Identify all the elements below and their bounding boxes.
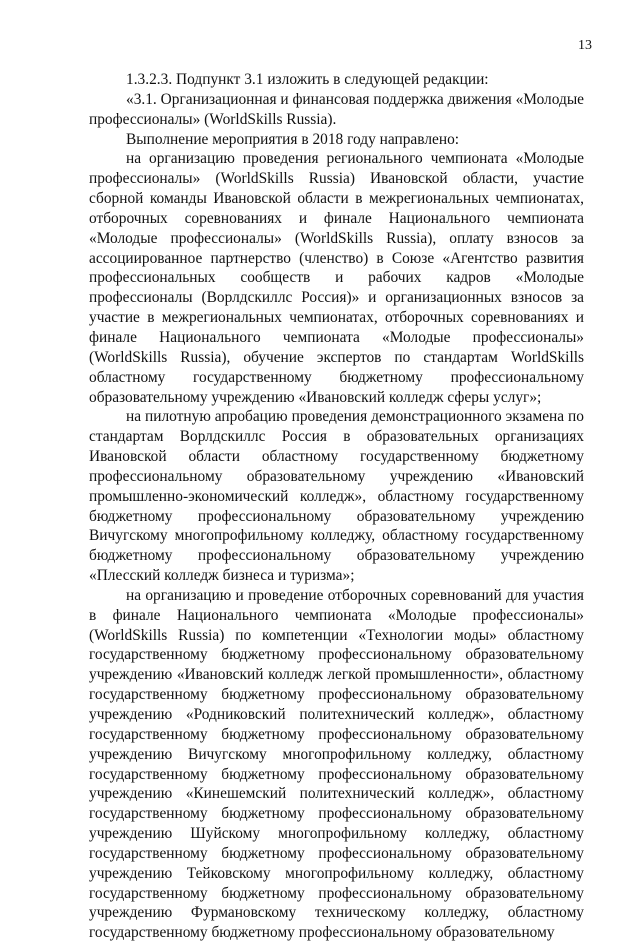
document-body: [89, 70, 584, 943]
page-number: 13: [578, 38, 592, 53]
paragraph-intro: Выполнение мероприятия в 2018 году направлено:: [126, 130, 460, 148]
paragraph-qualifying-competitions: на организацию и проведение отборочных соревнований для участия в финале Национального чемпионата «Молодые профессионалы» (WorldSkills Russia) по компетенции «Технологии моды» областному государственному бюджетному профессиональному образовательному учреждению «Ивановский колледж легкой промышленности», областному государственному бюджетному профессиональному образовательному учреждению «Родниковский политехнический колледж», областному государственному бюджетному профессиональному образовательному учреждению Вичугскому многопрофильному колледжу, областному государственному бюджетному профессиональному образовательному учреждению «Кинешемский политехнический колледж», областному государственному бюджетному профессиональному образовательному учреждению Шуйскому многопрофильному колледжу, областному государственному бюджетному профессиональному образовательному учреждению Тейковскому многопрофильному колледжу, областному государственному бюджетному профессиональному образовательному учреждению Фурмановскому техническому колледжу, областному государственному бюджетному профессиональному образовательному: [89, 586, 584, 942]
paragraph-regional-championship: на организацию проведения регионального чемпионата «Молодые профессионалы» (WorldSkills Russia) Ивановской области, участие сборной команды Ивановской области в межрегиональных чемпионатах, отборочных соревнованиях и финале Национального чемпионата «Молодые профессионалы» (WorldSkills Russia), оплату взносов за ассоциированное партнерство (членство) в Союзе «Агентство развития профессиональных сообществ и рабочих кадров «Молодые профессионалы (Ворлдскиллс Россия)» и организационных взносов за участие в межрегиональных чемпионатах, отборочных соревнованиях и финале Национального чемпионата «Молодые профессионалы» (WorldSkills Russia), обучение экспертов по стандартам WorldSkills областному государственному бюджетному профессиональному образовательному учреждению «Ивановский колледж сферы услуг»;: [89, 150, 584, 406]
paragraph-section-title: «3.1. Организационная и финансовая поддержка движения «Молодые профессионалы» (WorldSkills Russia).: [89, 90, 584, 128]
paragraph-amendment-heading: 1.3.2.3. Подпункт 3.1 изложить в следующей редакции:: [126, 71, 489, 88]
paragraph-pilot-exam: на пилотную апробацию проведения демонстрационного экзамена по стандартам Ворлдскиллс Россия в образовательных организациях Ивановской области областному государственному бюджетному профессиональному образовательному учреждению «Ивановский промышленно-экономический колледж», областному государственному бюджетному профессиональному образовательному учреждению Вичугскому многопрофильному колледжу, областному государственному бюджетному профессиональному образовательному учреждению «Плесский колледж бизнеса и туризма»;: [89, 408, 584, 585]
